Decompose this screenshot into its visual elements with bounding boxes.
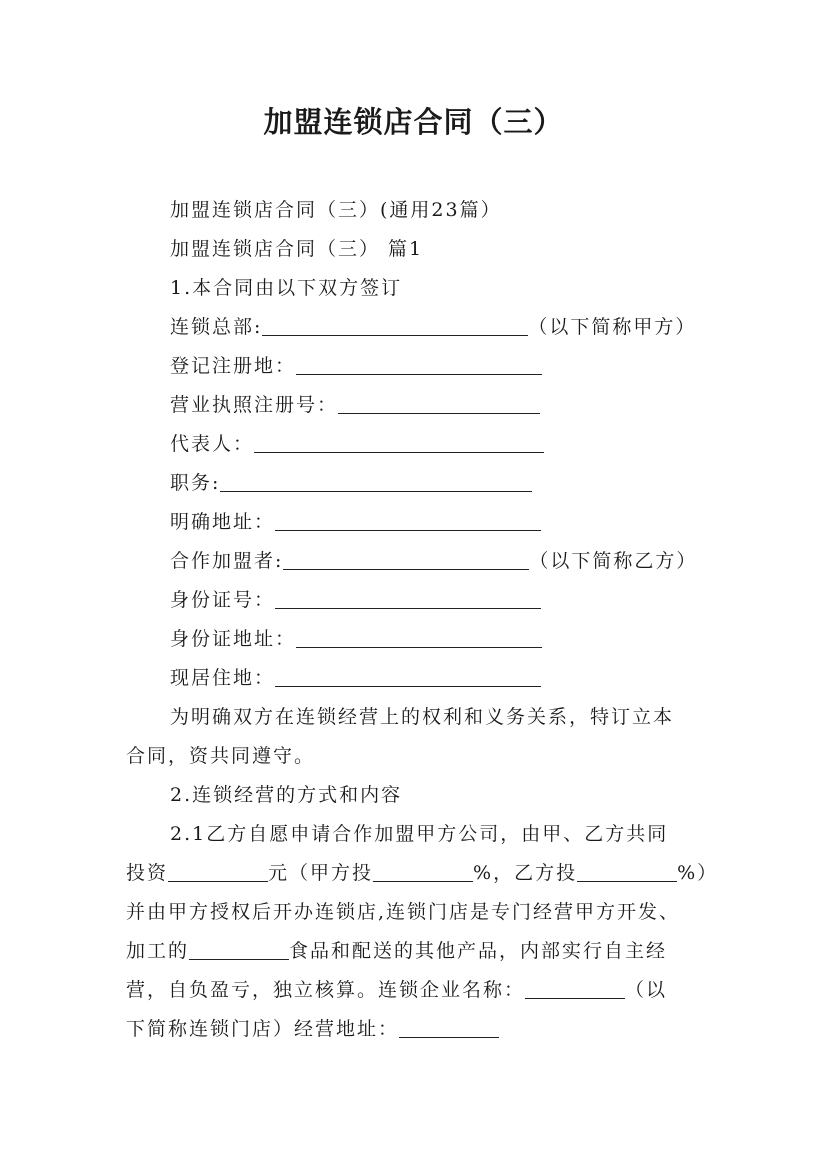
- clause-2-1-line-4: [126, 937, 667, 965]
- position-blank: [220, 471, 532, 492]
- investment-label: 投资: [126, 862, 169, 884]
- id-address-field: [170, 625, 542, 653]
- party-b-share-label: %，乙方投: [473, 862, 578, 884]
- party-b-share-blank: [577, 861, 677, 882]
- clause-2-1-line-3: 并由甲方授权后开办连锁店,连锁门店是专门经营甲方开发、: [126, 901, 681, 923]
- franchisee-field: [170, 547, 697, 575]
- address-field: [170, 508, 541, 536]
- clause-2-1-line-5: [126, 976, 667, 1004]
- food-description: 食品和配送的其他产品，内部实行自主经: [289, 940, 668, 962]
- address-blank: [275, 510, 541, 531]
- franchisee-suffix: （以下简称乙方）: [529, 550, 698, 572]
- store-name-label: 营，自负盈亏，独立核算。连锁企业名称：: [126, 979, 526, 1001]
- id-no-blank: [275, 588, 541, 609]
- processed-label: 加工的: [126, 940, 190, 962]
- representative-label: 代表人：: [170, 433, 255, 455]
- store-name-suffix: （以: [625, 979, 668, 1001]
- hq-suffix: （以下简称甲方）: [528, 316, 697, 338]
- clause-2-1-line-1: 2.1乙方自愿申请合作加盟甲方公司，由甲、乙方共同: [170, 823, 669, 845]
- document-title: 加盟连锁店合同（三）: [263, 105, 564, 139]
- store-name-blank: [525, 978, 625, 999]
- store-address-blank: [399, 1017, 499, 1038]
- percent-close: %）: [677, 862, 719, 884]
- address-label: 明确地址：: [170, 511, 276, 533]
- position-field: [170, 469, 532, 497]
- party-a-share-label: 元（甲方投: [268, 862, 374, 884]
- license-no-blank: [338, 393, 540, 414]
- franchisee-label: 合作加盟者:: [170, 550, 284, 572]
- representative-blank: [254, 432, 544, 453]
- license-no-field: [170, 391, 540, 419]
- hq-label: 连锁总部:: [170, 316, 263, 338]
- reg-place-label: 登记注册地：: [170, 355, 297, 377]
- purpose-line-2: 合同，资共同遵守。: [126, 745, 316, 767]
- party-a-share-blank: [373, 861, 473, 882]
- id-no-field: [170, 586, 541, 614]
- subtitle: 加盟连锁店合同（三）(通用23篇）: [170, 199, 502, 221]
- clause-2-1-line-2: [126, 859, 718, 887]
- section-heading: 加盟连锁店合同（三） 篇1: [170, 238, 424, 260]
- representative-field: [170, 430, 544, 458]
- store-address-label: 下简称连锁门店）经营地址：: [126, 1018, 400, 1040]
- reg-place-blank: [296, 354, 542, 375]
- hq-field: [170, 313, 696, 341]
- purpose-line-1: 为明确双方在连锁经营上的权利和义务关系，特订立本: [170, 706, 675, 728]
- hq-blank: [262, 315, 528, 336]
- clause-2: 2.连锁经营的方式和内容: [170, 784, 403, 806]
- position-label: 职务:: [170, 472, 221, 494]
- food-type-blank: [189, 939, 289, 960]
- id-address-blank: [296, 627, 542, 648]
- clause-2-1-line-6: [126, 1015, 499, 1043]
- residence-field: [170, 664, 541, 692]
- residence-label: 现居住地：: [170, 667, 276, 689]
- franchisee-blank: [283, 549, 529, 570]
- license-no-label: 营业执照注册号：: [170, 394, 339, 416]
- id-no-label: 身份证号：: [170, 589, 276, 611]
- residence-blank: [275, 666, 541, 687]
- reg-place-field: [170, 352, 542, 380]
- id-address-label: 身份证地址：: [170, 628, 297, 650]
- investment-blank: [168, 861, 268, 882]
- clause-1: 1.本合同由以下双方签订: [170, 277, 403, 299]
